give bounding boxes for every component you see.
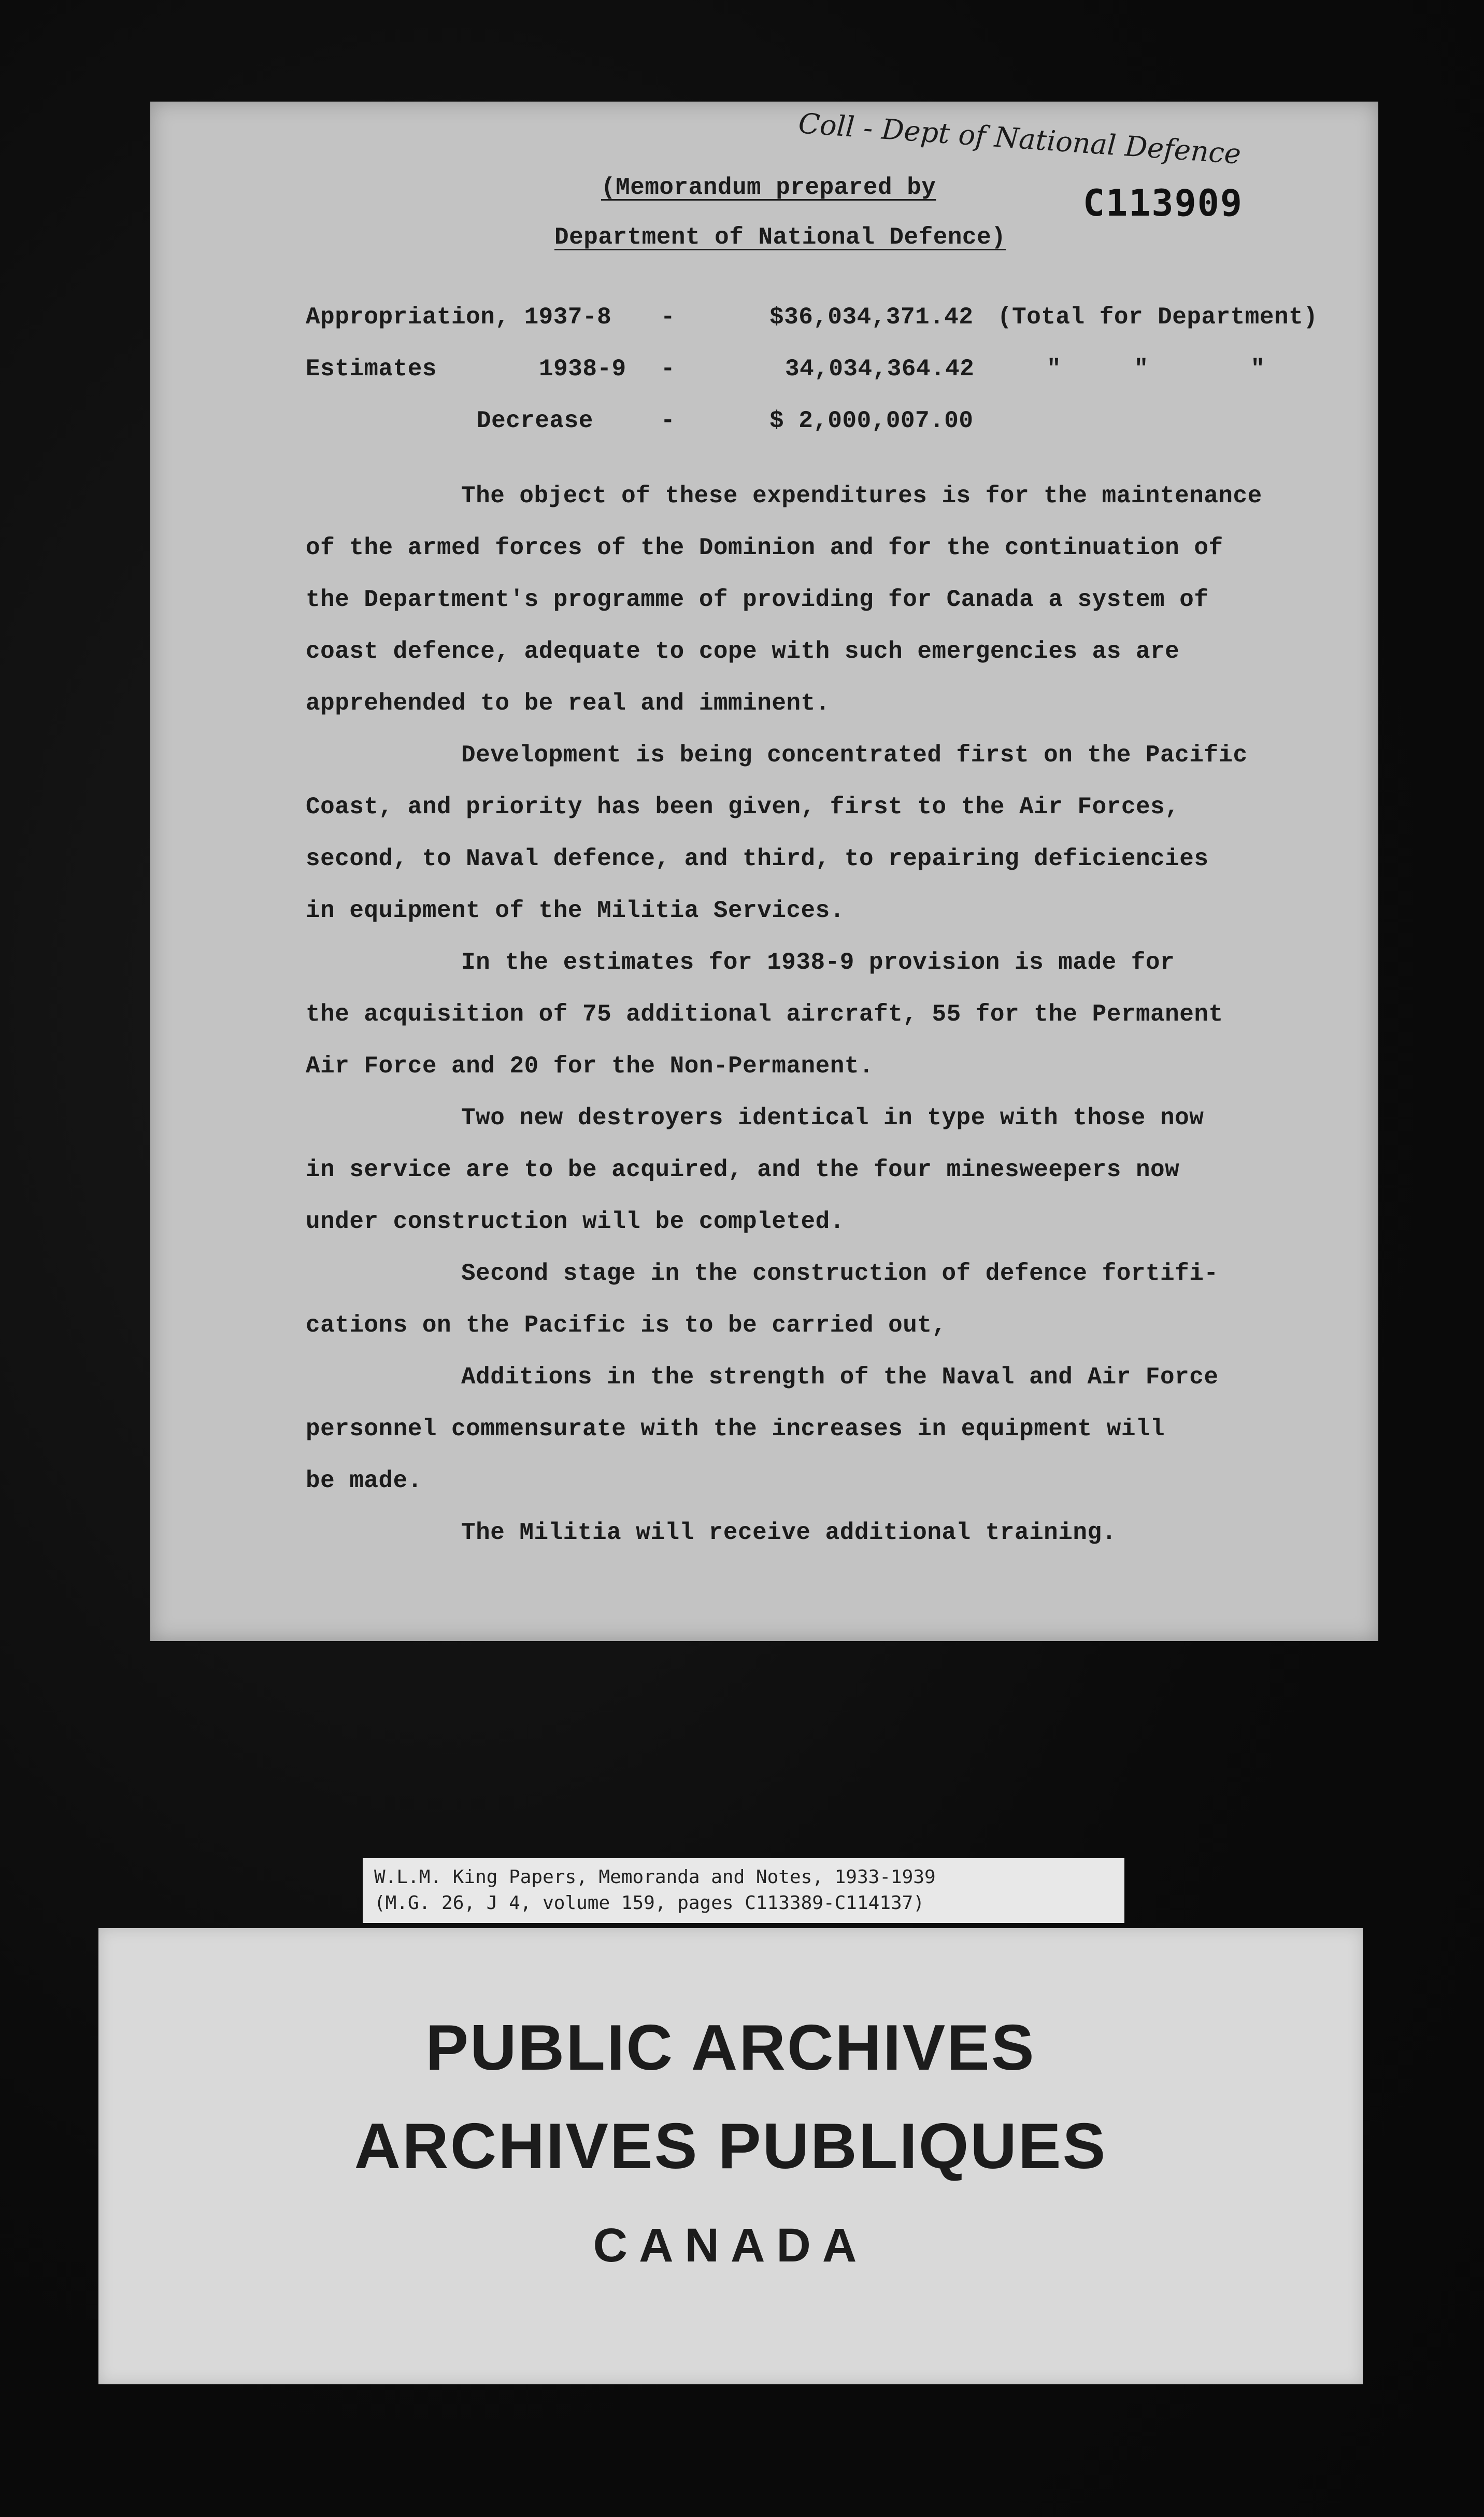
body-line: Air Force and 20 for the Non-Permanent. (306, 1053, 874, 1080)
body-line: apprehended to be real and imminent. (306, 690, 830, 717)
body-line: the acquisition of 75 additional aircraft, 55 for the Permanent (306, 1001, 1223, 1028)
body-line: second, to Naval defence, and third, to repairing deficiencies (306, 845, 1209, 872)
body-line: in service are to be acquired, and the four minesweepers now (306, 1156, 1180, 1183)
reference-line-1: W.L.M. King Papers, Memoranda and Notes, 1933-1939 (374, 1866, 936, 1888)
page-number-stamp: C113909 (1083, 182, 1244, 224)
archives-line-1: PUBLIC ARCHIVES (425, 2012, 1036, 2084)
figure-dash: - (661, 356, 676, 383)
reference-label (363, 1858, 1124, 1923)
body-line: of the armed forces of the Dominion and for the continuation of (306, 534, 1223, 561)
figure-label: Decrease (477, 407, 593, 434)
memo-heading-line-1: (Memorandum prepared by (601, 174, 936, 201)
figure-amount: $ 2,000,007.00 (769, 407, 974, 434)
reference-line-2: (M.G. 26, J 4, volume 159, pages C113389-C114137) (374, 1892, 925, 1914)
figure-dash: - (661, 407, 676, 434)
figure-label: Estimates (306, 356, 437, 383)
body-line: coast defence, adequate to cope with such emergencies as are (306, 638, 1180, 665)
body-line: In the estimates for 1938-9 provision is made for (461, 949, 1175, 976)
body-line: cations on the Pacific is to be carried out, (306, 1312, 947, 1339)
figure-amount: 34,034,364.42 (785, 356, 975, 383)
body-line: The object of these expenditures is for the maintenance (461, 483, 1262, 510)
figure-note: (Total for Department) (997, 304, 1318, 331)
figure-dash: - (661, 304, 676, 331)
body-line: personnel commensurate with the increases in equipment will (306, 1416, 1165, 1443)
body-line: Second stage in the construction of defence fortifi- (461, 1260, 1219, 1287)
figure-note: " " " (1047, 356, 1265, 383)
memo-page (150, 102, 1378, 1641)
body-line: Two new destroyers identical in type with those now (461, 1105, 1204, 1132)
figure-amount: $36,034,371.42 (769, 304, 974, 331)
body-line: in equipment of the Militia Services. (306, 897, 845, 924)
body-line: the Department's programme of providing for Canada a system of (306, 586, 1209, 613)
body-line: be made. (306, 1467, 422, 1494)
archives-line-3: CANADA (593, 2219, 868, 2272)
body-line: Development is being concentrated first on the Pacific (461, 742, 1248, 769)
body-line: under construction will be completed. (306, 1208, 845, 1235)
archives-card (98, 1928, 1363, 2384)
figure-year: 1938-9 (539, 356, 626, 383)
memo-heading-line-2: Department of National Defence) (554, 224, 1006, 251)
handwritten-note: Coll - Dept of National Defence (797, 107, 1242, 171)
archives-line-2: ARCHIVES PUBLIQUES (354, 2111, 1107, 2182)
body-line: Coast, and priority has been given, first to the Air Forces, (306, 794, 1180, 821)
body-line: Additions in the strength of the Naval and Air Force (461, 1364, 1219, 1391)
figure-label: Appropriation, 1937-8 (306, 304, 612, 331)
body-line: The Militia will receive additional training. (461, 1519, 1117, 1546)
